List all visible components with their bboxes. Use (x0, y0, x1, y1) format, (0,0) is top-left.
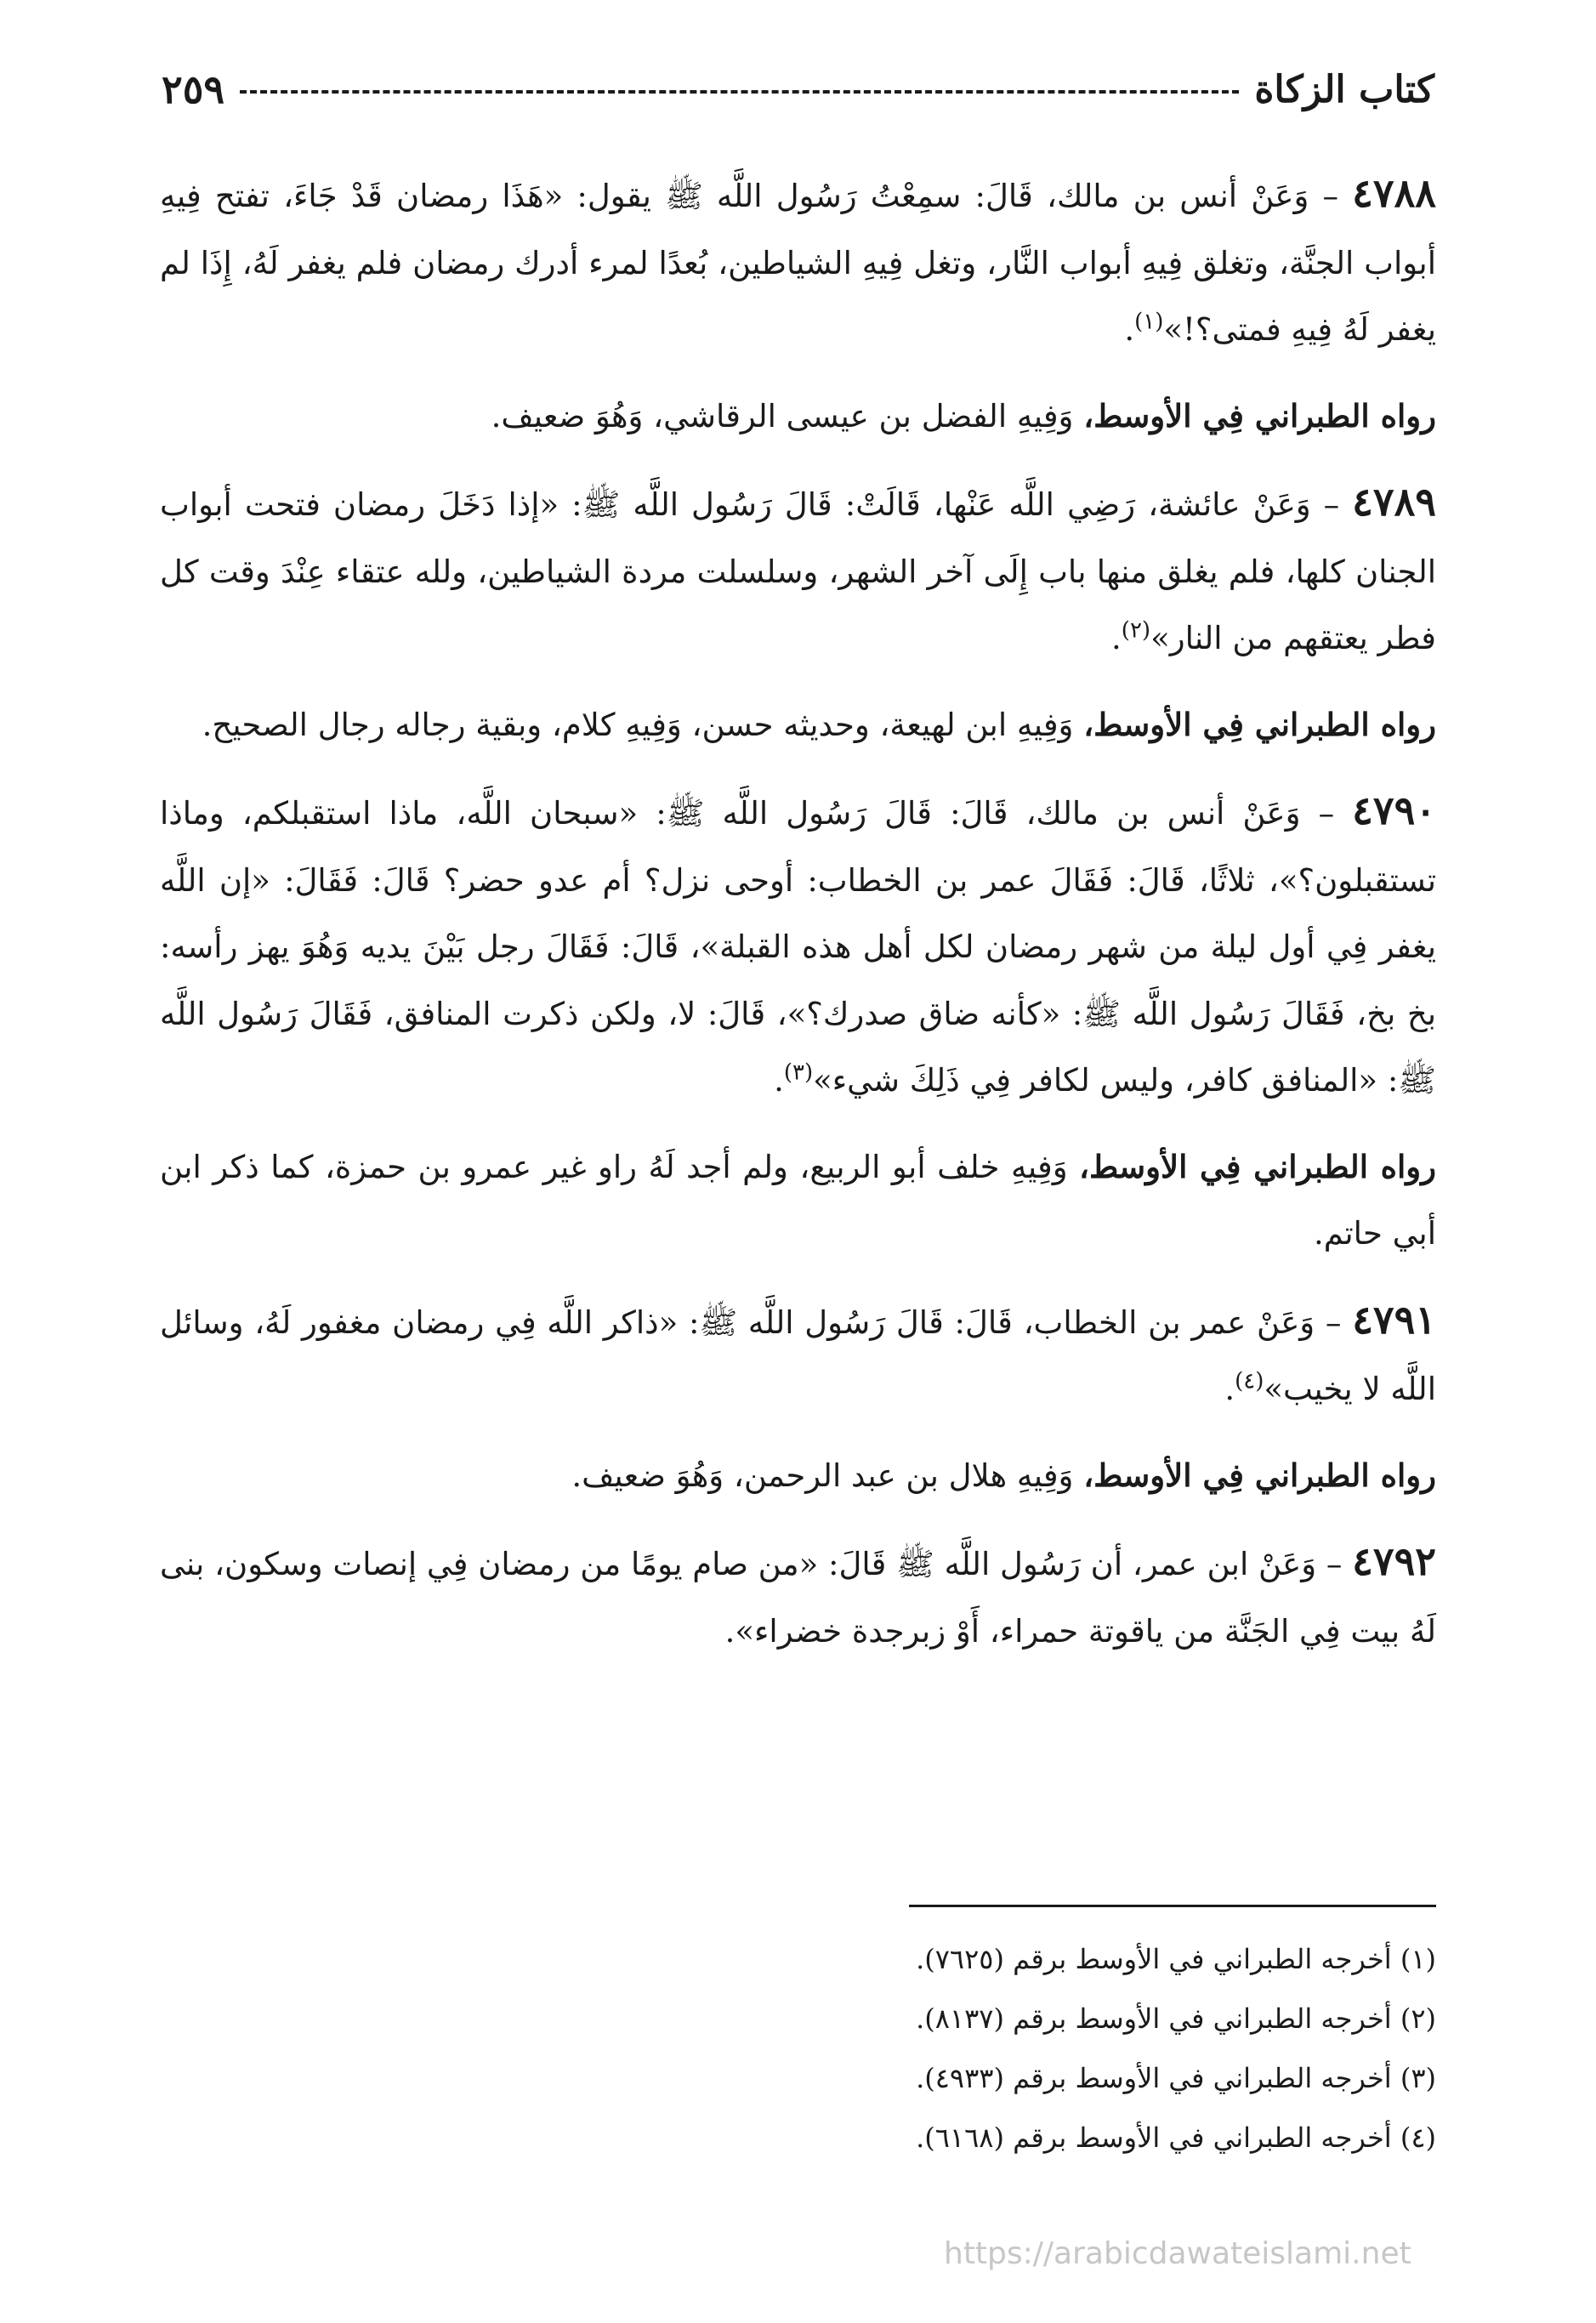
header-dashed-rule (240, 90, 1239, 94)
hadith-text: – وَعَنْ أنس بن مالك، قَالَ: قَالَ رَسُول اللَّه ﷺ: «سبحان اللَّه، ماذا استقبلكم، وماذا تستقبلون؟»، ثلاثًا، قَالَ: فَقَالَ عمر بن الخطاب: أوحى نزل؟ أم عدو حضر؟ قَالَ: فَقَالَ: «إن اللَّه يغفر فِي أول ليلة من شهر رمضان لكل أهل هذه القبلة»، قَالَ: فَقَالَ رجل بَيْنَ يديه وَهُوَ يهز رأسه: بخ بخ، فَقَالَ رَسُول اللَّه ﷺ: «كأنه ضاق صدرك؟»، قَالَ: لا، ولكن ذكرت المنافق، فَقَالَ رَسُول اللَّه ﷺ: «المنافق كافر، وليس لكافر فِي ذَلِكَ شيء» (160, 795, 1436, 1099)
hadith-entry (160, 469, 1436, 673)
hadith-number: ٤٧٩١ (1352, 1296, 1437, 1343)
hadith-number: ٤٧٨٩ (1352, 479, 1436, 525)
hadith-entry (160, 1528, 1436, 1665)
source-label: رواه الطبراني فِي الأوسط، (1083, 396, 1436, 434)
hadith-end: . (1111, 620, 1122, 656)
footnote-ref: (١) (1134, 309, 1164, 335)
hadith-source (160, 1442, 1436, 1510)
watermark-url: https://arabicdawateislami.net (944, 2236, 1411, 2271)
hadith-end: . (1224, 1371, 1235, 1407)
footnote: (١) أخرجه الطبراني في الأوسط برقم (٧٦٢٥). (916, 1943, 1436, 1975)
hadith-entry (160, 160, 1436, 364)
hadith-entry (160, 777, 1436, 1115)
source-text: وَفِيهِ هلال بن عبد الرحمن، وَهُوَ ضعيف. (571, 1457, 1074, 1494)
hadith-source (160, 383, 1436, 451)
source-text: وَفِيهِ ابن لهيعة، وحديثه حسن، وَفِيهِ كلام، وبقية رجاله رجال الصحيح. (202, 706, 1074, 743)
page-number: ٢٥٩ (162, 66, 225, 112)
hadith-number: ٤٧٨٨ (1352, 170, 1436, 216)
footnotes (160, 1905, 1436, 2167)
hadith-text: – وَعَنْ أنس بن مالك، قَالَ: سمِعْتُ رَسُول اللَّه ﷺ يقول: «هَذَا رمضان قَدْ جَاءَ، تفتح فِيهِ أبواب الجنَّة، وتغلق فِيهِ أبواب النَّار، وتغل فِيهِ الشياطين، بُعدًا لمرء أدرك رمضان فلم يغفر لَهُ، إِذَا لم يغفر لَهُ فِيهِ فمتى؟!» (160, 178, 1436, 348)
footnote-ref: (٢) (1121, 617, 1151, 644)
hadith-source (160, 1133, 1436, 1268)
hadith-source (160, 691, 1436, 759)
source-label: رواه الطبراني فِي الأوسط، (1083, 705, 1436, 743)
hadith-number: ٤٧٩٢ (1352, 1538, 1436, 1584)
footnote-ref: (٤) (1235, 1368, 1264, 1394)
source-text: وَفِيهِ خلف أبو الربيع، ولم أجد لَهُ راو غير عمرو بن حمزة، كما ذكر ابن أبي حاتم. (160, 1148, 1436, 1252)
source-label: رواه الطبراني فِي الأوسط، (1079, 1147, 1436, 1185)
source-text: وَفِيهِ الفضل بن عيسى الرقاشي، وَهُوَ ضعيف. (491, 397, 1074, 434)
hadith-text: – وَعَنْ عائشة، رَضِي اللَّه عَنْها، قَالَتْ: قَالَ رَسُول اللَّه ﷺ: «إذا دَخَلَ رمضان فتحت أبواب الجنان كلها، فلم يغلق منها باب إِلَى آخر الشهر، وسلسلت مردة الشياطين، ولله عتقاء عِنْدَ وقت كل فطر يعتقهم من النار» (160, 486, 1436, 656)
footnote: (٢) أخرجه الطبراني في الأوسط برقم (٨١٣٧). (916, 2002, 1436, 2035)
source-label: رواه الطبراني فِي الأوسط، (1083, 1456, 1436, 1494)
hadith-entry (160, 1286, 1436, 1423)
hadith-end: . (1124, 311, 1135, 348)
page-header (162, 66, 1434, 112)
footnote: (٤) أخرجه الطبراني في الأوسط برقم (٦١٦٨). (916, 2121, 1436, 2154)
footnote: (٣) أخرجه الطبراني في الأوسط برقم (٤٩٣٣). (916, 2062, 1436, 2094)
hadith-text: – وَعَنْ عمر بن الخطاب، قَالَ: قَالَ رَسُول اللَّه ﷺ: «ذاكر اللَّه فِي رمضان مغفور لَهُ، وسائل اللَّه لا يخيب» (160, 1303, 1436, 1407)
hadith-number: ٤٧٩٠ (1352, 787, 1436, 833)
book-title: كتاب الزكاة (1254, 67, 1434, 111)
hadith-end: . (774, 1062, 784, 1099)
footnote-ref: (٣) (783, 1059, 814, 1086)
page-body (160, 160, 1436, 1684)
hadith-text: – وَعَنْ ابن عمر، أن رَسُول اللَّه ﷺ قَالَ: «من صام يومًا من رمضان فِي إنصات وسكون، بنى لَهُ بيت فِي الجَنَّة من ياقوتة حمراء، أَوْ زبرجدة خضراء». (160, 1546, 1436, 1650)
footnote-separator (909, 1905, 1436, 1907)
